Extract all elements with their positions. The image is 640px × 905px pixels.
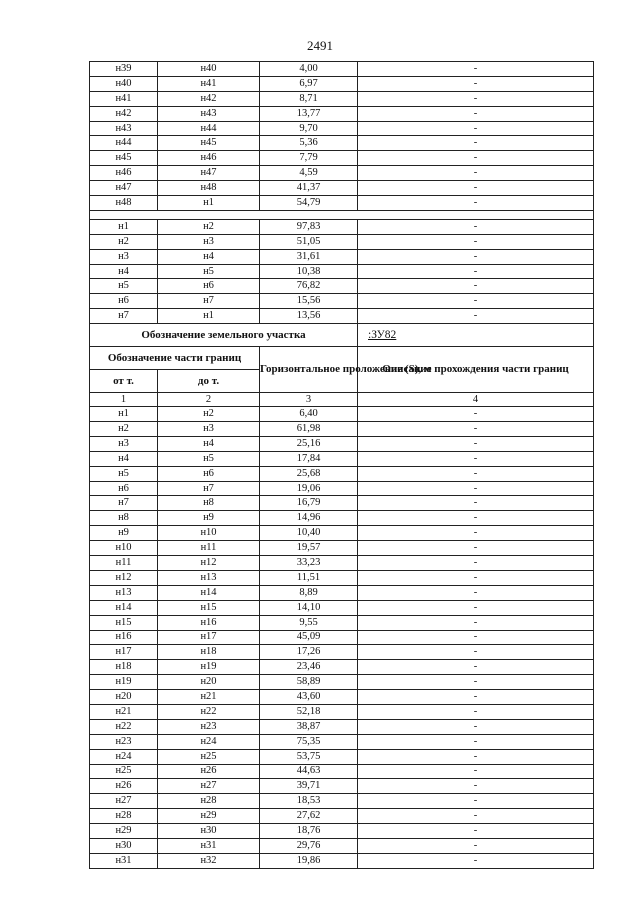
description-cell: - (358, 496, 594, 511)
description-cell: - (358, 853, 594, 868)
to-point-cell: н42 (158, 91, 260, 106)
from-point-cell: н17 (90, 645, 158, 660)
table-row (90, 407, 594, 422)
description-cell: - (358, 196, 594, 211)
length-cell: 18,53 (260, 794, 358, 809)
description-cell: - (358, 675, 594, 690)
description-cell: - (358, 809, 594, 824)
table-row (90, 496, 594, 511)
table-row (90, 764, 594, 779)
table-row (90, 151, 594, 166)
table-row (90, 719, 594, 734)
to-point-cell: н7 (158, 294, 260, 309)
from-point-cell: н3 (90, 249, 158, 264)
to-point-cell: н2 (158, 219, 260, 234)
to-point-cell: н24 (158, 734, 260, 749)
table-row (90, 600, 594, 615)
table-row (90, 466, 594, 481)
from-point-cell: н21 (90, 704, 158, 719)
table-row (90, 541, 594, 556)
to-point-cell: н27 (158, 779, 260, 794)
table-row (90, 585, 594, 600)
table-row (90, 556, 594, 571)
length-cell: 5,36 (260, 136, 358, 151)
from-point-cell: н3 (90, 436, 158, 451)
description-cell: - (358, 838, 594, 853)
from-point-cell: н5 (90, 466, 158, 481)
table-row (90, 570, 594, 585)
length-cell: 25,68 (260, 466, 358, 481)
length-cell: 9,55 (260, 615, 358, 630)
table-row (90, 136, 594, 151)
description-cell: - (358, 151, 594, 166)
from-point-cell: н30 (90, 838, 158, 853)
table-row (90, 734, 594, 749)
to-point-cell: н3 (158, 422, 260, 437)
length-cell: 76,82 (260, 279, 358, 294)
to-point-cell: н5 (158, 264, 260, 279)
description-cell: - (358, 779, 594, 794)
table-row (90, 436, 594, 451)
to-point-cell: н2 (158, 407, 260, 422)
from-point-cell: н2 (90, 422, 158, 437)
part-boundaries-header: Обозначение части границ (90, 347, 260, 370)
description-cell: - (358, 136, 594, 151)
length-cell: 43,60 (260, 690, 358, 705)
length-cell: 45,09 (260, 630, 358, 645)
to-point-cell: н12 (158, 556, 260, 571)
description-cell: - (358, 436, 594, 451)
to-point-cell: н47 (158, 166, 260, 181)
from-point-cell: н16 (90, 630, 158, 645)
length-cell: 39,71 (260, 779, 358, 794)
table-row (90, 675, 594, 690)
to-point-cell: н45 (158, 136, 260, 151)
length-cell: 33,23 (260, 556, 358, 571)
table-row (90, 794, 594, 809)
to-point-cell: н3 (158, 234, 260, 249)
main-rows-group (90, 407, 594, 869)
length-cell: 44,63 (260, 764, 358, 779)
description-cell: - (358, 511, 594, 526)
length-cell: 14,96 (260, 511, 358, 526)
to-point-cell: н6 (158, 466, 260, 481)
header-row (90, 347, 594, 370)
to-point-cell: н6 (158, 279, 260, 294)
to-point-cell: н15 (158, 600, 260, 615)
description-cell: - (358, 645, 594, 660)
description-cell: - (358, 570, 594, 585)
to-point-cell: н9 (158, 511, 260, 526)
description-cell: - (358, 234, 594, 249)
table-row (90, 219, 594, 234)
description-cell: - (358, 690, 594, 705)
table-row (90, 234, 594, 249)
from-point-cell: н28 (90, 809, 158, 824)
length-cell: 58,89 (260, 675, 358, 690)
description-cell: - (358, 451, 594, 466)
from-point-cell: н5 (90, 279, 158, 294)
description-cell: - (358, 279, 594, 294)
description-cell: - (358, 264, 594, 279)
page-number: 2491 (307, 38, 333, 53)
table-row (90, 511, 594, 526)
to-point-cell: н14 (158, 585, 260, 600)
length-cell: 15,56 (260, 294, 358, 309)
table-row (90, 294, 594, 309)
table-row (90, 76, 594, 91)
length-cell: 19,06 (260, 481, 358, 496)
table-row (90, 809, 594, 824)
description-cell: - (358, 585, 594, 600)
to-point-cell: н28 (158, 794, 260, 809)
table-row (90, 838, 594, 853)
to-point-cell: н43 (158, 106, 260, 121)
length-cell: 14,10 (260, 600, 358, 615)
to-point-cell: н32 (158, 853, 260, 868)
description-cell: - (358, 600, 594, 615)
from-point-cell: н7 (90, 496, 158, 511)
to-point-cell: н18 (158, 645, 260, 660)
from-point-cell: н9 (90, 526, 158, 541)
description-cell: - (358, 764, 594, 779)
length-cell: 17,84 (260, 451, 358, 466)
length-cell: 6,97 (260, 76, 358, 91)
table-row (90, 91, 594, 106)
description-cell: - (358, 466, 594, 481)
length-cell: 4,59 (260, 166, 358, 181)
table-row (90, 704, 594, 719)
description-cell: - (358, 166, 594, 181)
from-point-cell: н29 (90, 824, 158, 839)
from-point-cell: н39 (90, 62, 158, 77)
description-cell: - (358, 91, 594, 106)
to-point-cell: н26 (158, 764, 260, 779)
to-point-cell: н48 (158, 181, 260, 196)
from-point-cell: н4 (90, 451, 158, 466)
description-cell: - (358, 219, 594, 234)
length-cell: 61,98 (260, 422, 358, 437)
to-point-cell: н20 (158, 675, 260, 690)
description-cell: - (358, 121, 594, 136)
length-cell: 8,71 (260, 91, 358, 106)
from-point-cell: н1 (90, 219, 158, 234)
from-point-cell: н19 (90, 675, 158, 690)
from-point-cell: н18 (90, 660, 158, 675)
length-cell: 25,16 (260, 436, 358, 451)
to-point-cell: н8 (158, 496, 260, 511)
column-number-4: 4 (358, 393, 594, 407)
description-cell: - (358, 294, 594, 309)
parcel-header-group (90, 324, 594, 407)
length-cell: 97,83 (260, 219, 358, 234)
table-row (90, 853, 594, 868)
from-point-cell: н27 (90, 794, 158, 809)
to-point-cell: н40 (158, 62, 260, 77)
length-cell: 51,05 (260, 234, 358, 249)
to-point-cell: н41 (158, 76, 260, 91)
from-point-cell: н46 (90, 166, 158, 181)
length-cell: 52,18 (260, 704, 358, 719)
to-header: до т. (158, 370, 260, 393)
table-row (90, 196, 594, 211)
description-cell: - (358, 407, 594, 422)
parcel-value: :ЗУ82 (358, 324, 594, 347)
table-row (90, 422, 594, 437)
table-row (90, 630, 594, 645)
length-cell: 27,62 (260, 809, 358, 824)
length-cell: 9,70 (260, 121, 358, 136)
description-header: Описание прохождения части границ (358, 347, 594, 393)
description-cell: - (358, 62, 594, 77)
from-point-cell: н13 (90, 585, 158, 600)
to-point-cell: н23 (158, 719, 260, 734)
description-cell: - (358, 481, 594, 496)
from-point-cell: н24 (90, 749, 158, 764)
from-header: от т. (90, 370, 158, 393)
length-cell: 18,76 (260, 824, 358, 839)
to-point-cell: н1 (158, 309, 260, 324)
description-cell: - (358, 76, 594, 91)
from-point-cell: н26 (90, 779, 158, 794)
length-cell: 75,35 (260, 734, 358, 749)
length-cell: 19,57 (260, 541, 358, 556)
table-row (90, 279, 594, 294)
to-point-cell: н25 (158, 749, 260, 764)
from-point-cell: н15 (90, 615, 158, 630)
length-cell: 6,40 (260, 407, 358, 422)
table-row (90, 249, 594, 264)
length-cell: 13,56 (260, 309, 358, 324)
parcel-label: Обозначение земельного участка (90, 324, 358, 347)
length-cell: 53,75 (260, 749, 358, 764)
from-point-cell: н10 (90, 541, 158, 556)
description-cell: - (358, 556, 594, 571)
length-cell: 19,86 (260, 853, 358, 868)
to-point-cell: н22 (158, 704, 260, 719)
to-point-cell: н44 (158, 121, 260, 136)
length-cell: 13,77 (260, 106, 358, 121)
table-row (90, 121, 594, 136)
parcel-row (90, 324, 594, 347)
table-row (90, 62, 594, 77)
table-row (90, 481, 594, 496)
to-point-cell: н17 (158, 630, 260, 645)
from-point-cell: н47 (90, 181, 158, 196)
to-point-cell: н13 (158, 570, 260, 585)
table-row (90, 660, 594, 675)
description-cell: - (358, 734, 594, 749)
to-point-cell: н19 (158, 660, 260, 675)
length-cell: 10,40 (260, 526, 358, 541)
column-number-2: 2 (158, 393, 260, 407)
to-point-cell: н4 (158, 249, 260, 264)
top-rows-group (90, 62, 594, 211)
to-point-cell: н11 (158, 541, 260, 556)
description-cell: - (358, 181, 594, 196)
from-point-cell: н2 (90, 234, 158, 249)
description-cell: - (358, 824, 594, 839)
to-point-cell: н31 (158, 838, 260, 853)
from-point-cell: н44 (90, 136, 158, 151)
to-point-cell: н1 (158, 196, 260, 211)
length-cell: 11,51 (260, 570, 358, 585)
length-cell: 23,46 (260, 660, 358, 675)
to-point-cell: н4 (158, 436, 260, 451)
from-point-cell: н6 (90, 294, 158, 309)
to-point-cell: н21 (158, 690, 260, 705)
description-cell: - (358, 704, 594, 719)
description-cell: - (358, 541, 594, 556)
column-number-3: 3 (260, 393, 358, 407)
to-point-cell: н5 (158, 451, 260, 466)
length-cell: 38,87 (260, 719, 358, 734)
from-point-cell: н41 (90, 91, 158, 106)
column-number-1: 1 (90, 393, 158, 407)
description-cell: - (358, 660, 594, 675)
table-row (90, 181, 594, 196)
description-cell: - (358, 249, 594, 264)
column-number-row (90, 393, 594, 407)
table-row (90, 106, 594, 121)
table-row (90, 451, 594, 466)
length-cell: 31,61 (260, 249, 358, 264)
from-point-cell: н25 (90, 764, 158, 779)
from-point-cell: н31 (90, 853, 158, 868)
description-cell: - (358, 309, 594, 324)
to-point-cell: н16 (158, 615, 260, 630)
length-cell: 10,38 (260, 264, 358, 279)
table-row (90, 264, 594, 279)
from-point-cell: н43 (90, 121, 158, 136)
table-row (90, 309, 594, 324)
description-cell: - (358, 615, 594, 630)
horizontal-header: Горизонтальное проложение (S), м (260, 347, 358, 393)
from-point-cell: н23 (90, 734, 158, 749)
from-point-cell: н12 (90, 570, 158, 585)
description-cell: - (358, 526, 594, 541)
length-cell: 4,00 (260, 62, 358, 77)
table-gap-row (90, 210, 594, 219)
description-cell: - (358, 106, 594, 121)
from-point-cell: н48 (90, 196, 158, 211)
description-cell: - (358, 794, 594, 809)
length-cell: 54,79 (260, 196, 358, 211)
table-row (90, 779, 594, 794)
to-point-cell: н30 (158, 824, 260, 839)
description-cell: - (358, 749, 594, 764)
length-cell: 17,26 (260, 645, 358, 660)
to-point-cell: н29 (158, 809, 260, 824)
length-cell: 8,89 (260, 585, 358, 600)
from-point-cell: н8 (90, 511, 158, 526)
from-point-cell: н4 (90, 264, 158, 279)
to-point-cell: н7 (158, 481, 260, 496)
from-point-cell: н45 (90, 151, 158, 166)
to-point-cell: н46 (158, 151, 260, 166)
length-cell: 41,37 (260, 181, 358, 196)
inner-rows-group (90, 219, 594, 323)
table-row (90, 645, 594, 660)
to-point-cell: н10 (158, 526, 260, 541)
table-row (90, 615, 594, 630)
table-row (90, 690, 594, 705)
description-cell: - (358, 630, 594, 645)
from-point-cell: н14 (90, 600, 158, 615)
from-point-cell: н1 (90, 407, 158, 422)
table-row (90, 166, 594, 181)
table-row (90, 526, 594, 541)
from-point-cell: н20 (90, 690, 158, 705)
length-cell: 29,76 (260, 838, 358, 853)
table-row (90, 749, 594, 764)
table-row (90, 824, 594, 839)
from-point-cell: н11 (90, 556, 158, 571)
from-point-cell: н40 (90, 76, 158, 91)
from-point-cell: н22 (90, 719, 158, 734)
boundary-table (89, 61, 594, 869)
length-cell: 16,79 (260, 496, 358, 511)
length-cell: 7,79 (260, 151, 358, 166)
from-point-cell: н42 (90, 106, 158, 121)
description-cell: - (358, 422, 594, 437)
description-cell: - (358, 719, 594, 734)
gap-group (90, 210, 594, 219)
from-point-cell: н7 (90, 309, 158, 324)
from-point-cell: н6 (90, 481, 158, 496)
